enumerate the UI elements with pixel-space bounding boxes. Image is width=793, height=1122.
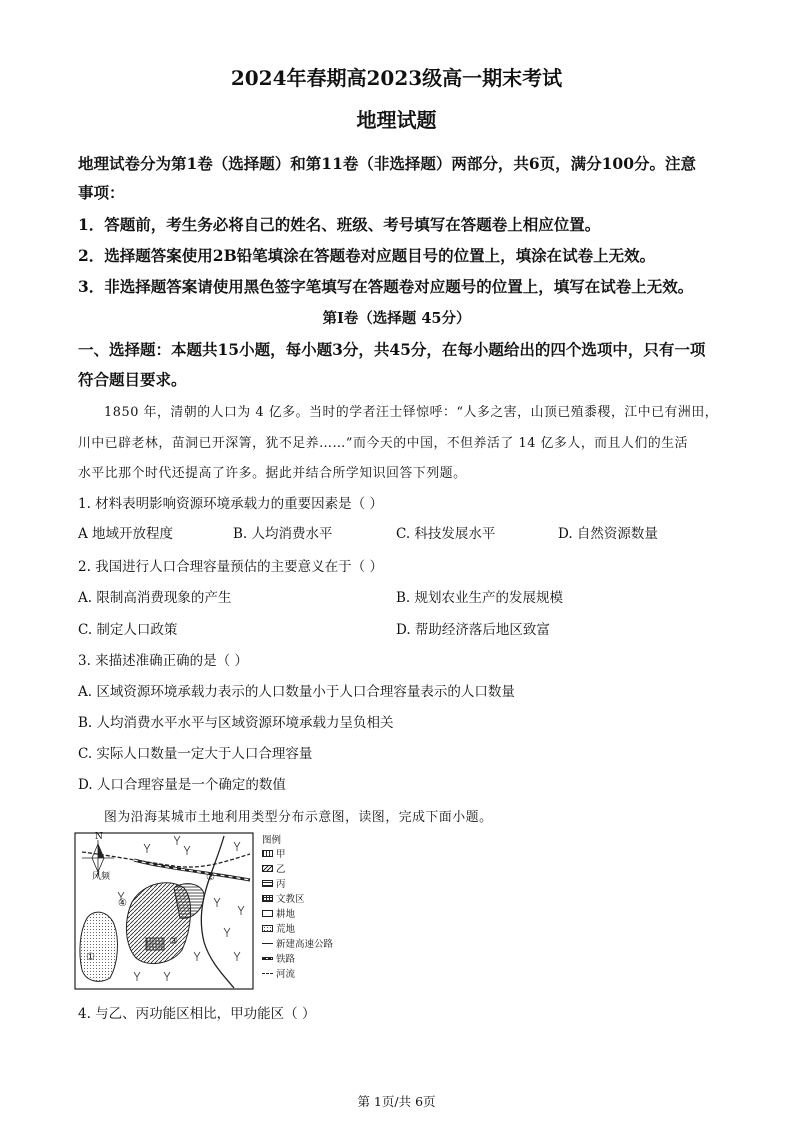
legend-bing <box>262 876 286 890</box>
legend-jia <box>262 846 286 860</box>
question-4-stem: 4. 与乙、丙功能区相比，甲功能区（ ） <box>78 1006 316 1022</box>
north-label: N <box>95 832 103 842</box>
q2-option-c: C. 制定人口政策 <box>78 622 178 638</box>
wind-frequency-label: 风频 <box>92 872 111 882</box>
q3-option-b: B. 人均消费水平水平与区域资源环境承载力呈负相关 <box>78 715 394 731</box>
q2-option-b: B. 规划农业生产的发展规模 <box>396 590 564 606</box>
legend-yi-swatch <box>262 865 273 872</box>
legend-wasteland-label: 荒地 <box>276 924 296 935</box>
legend-bing-label: 丙 <box>276 879 286 890</box>
section-instruction-1: 一、选择题：本题共15小题，每小题3分，共45分，在每小题给出的四个选项中，只有一项 <box>78 340 706 359</box>
legend-education-label: 文教区 <box>276 894 305 905</box>
intro-line-1: 地理试卷分为第1卷（选择题）和第11卷（非选择题）两部分，共6页，满分100分。注意 <box>78 154 696 173</box>
legend-river <box>262 966 295 980</box>
q1-option-d: D. 自然资源数量 <box>558 526 658 542</box>
q3-option-d: D. 人口合理容量是一个确定的数值 <box>78 777 286 793</box>
q2-option-d: D. 帮助经济落后地区致富 <box>396 622 550 638</box>
land-use-map-figure <box>74 832 354 992</box>
exam-title: 2024年春期高2023级高一期末考试 <box>230 66 563 90</box>
legend-river-swatch <box>262 973 273 974</box>
legend-railway-label: 铁路 <box>276 954 296 965</box>
legend-yi-label: 乙 <box>276 864 286 875</box>
legend-yi <box>262 861 286 875</box>
legend-wasteland <box>262 921 295 935</box>
q3-option-c: C. 实际人口数量一定大于人口合理容量 <box>78 746 313 762</box>
intro-line-2: 事项： <box>78 183 125 202</box>
legend-farmland-swatch <box>262 910 273 917</box>
legend-education <box>262 891 305 905</box>
legend-highway <box>262 936 333 950</box>
legend-farmland-label: 耕地 <box>276 909 296 920</box>
passage-line-2: 川中已辟老林，苗洞已开深箐，犹不足养……”而今天的中国，不但养活了 14 亿多人，而且人们的生活 <box>78 436 689 451</box>
legend-railway <box>262 951 295 965</box>
legend-jia-label: 甲 <box>276 849 286 860</box>
legend-farmland <box>262 906 295 920</box>
note-2: 2．选择题答案使用2B铅笔填涂在答题卷对应题目号的位置上，填涂在试卷上无效。 <box>78 246 656 265</box>
legend-highway-swatch <box>262 943 273 944</box>
land-use-map <box>74 832 254 990</box>
marker-1: ① <box>86 952 95 963</box>
marker-2: ② <box>206 872 215 883</box>
marker-4: ④ <box>118 898 127 909</box>
question-1-stem: 1. 材料表明影响资源环境承载力的重要因素是（ ） <box>78 496 383 512</box>
exam-subtitle: 地理试题 <box>356 108 437 132</box>
q1-option-a: A 地域开放程度 <box>78 526 174 542</box>
legend-wasteland-swatch <box>262 925 273 932</box>
legend-title: 图例 <box>262 835 282 846</box>
legend-jia-swatch <box>262 850 273 857</box>
note-3: 3．非选择题答案请使用黑色签字笔填写在答题卷对应题号的位置上，填写在试卷上无效。 <box>78 277 694 296</box>
section-instruction-2: 符合题目要求。 <box>78 370 187 389</box>
legend-railway-swatch <box>262 957 273 960</box>
page-footer: 第 1页/共 6页 <box>357 1094 436 1109</box>
legend-river-label: 河流 <box>276 969 296 980</box>
question-2-stem: 2. 我国进行人口合理容量预估的主要意义在于（ ） <box>78 559 383 575</box>
q1-option-c: C. 科技发展水平 <box>396 526 496 542</box>
q2-option-a: A. 限制高消费现象的产生 <box>78 590 232 606</box>
question-3-stem: 3. 来描述准确正确的是（ ） <box>78 653 248 669</box>
section-heading: 第I卷（选择题 45分） <box>322 310 471 327</box>
legend-education-swatch <box>262 895 273 902</box>
map-intro: 图为沿海某城市土地利用类型分布示意图，读图，完成下面小题。 <box>104 810 493 825</box>
q1-option-b: B. 人均消费水平 <box>233 526 333 542</box>
marker-3: ③ <box>169 936 178 947</box>
legend-highway-label: 新建高速公路 <box>276 939 334 950</box>
passage-line-3: 水平比那个时代还提高了许多。据此并结合所学知识回答下列题。 <box>78 466 467 481</box>
passage-line-1: 1850 年，清朝的人口为 4 亿多。当时的学者汪士铎惊呼：“人多之害，山顶已殖黍稷，江中已有洲田， <box>104 405 719 420</box>
q3-option-a: A. 区域资源环境承载力表示的人口数量小于人口合理容量表示的人口数量 <box>78 684 515 700</box>
legend-bing-swatch <box>262 880 273 887</box>
note-1: 1．答题前，考生务必将自己的姓名、班级、考号填写在答题卷上相应位置。 <box>78 215 601 234</box>
